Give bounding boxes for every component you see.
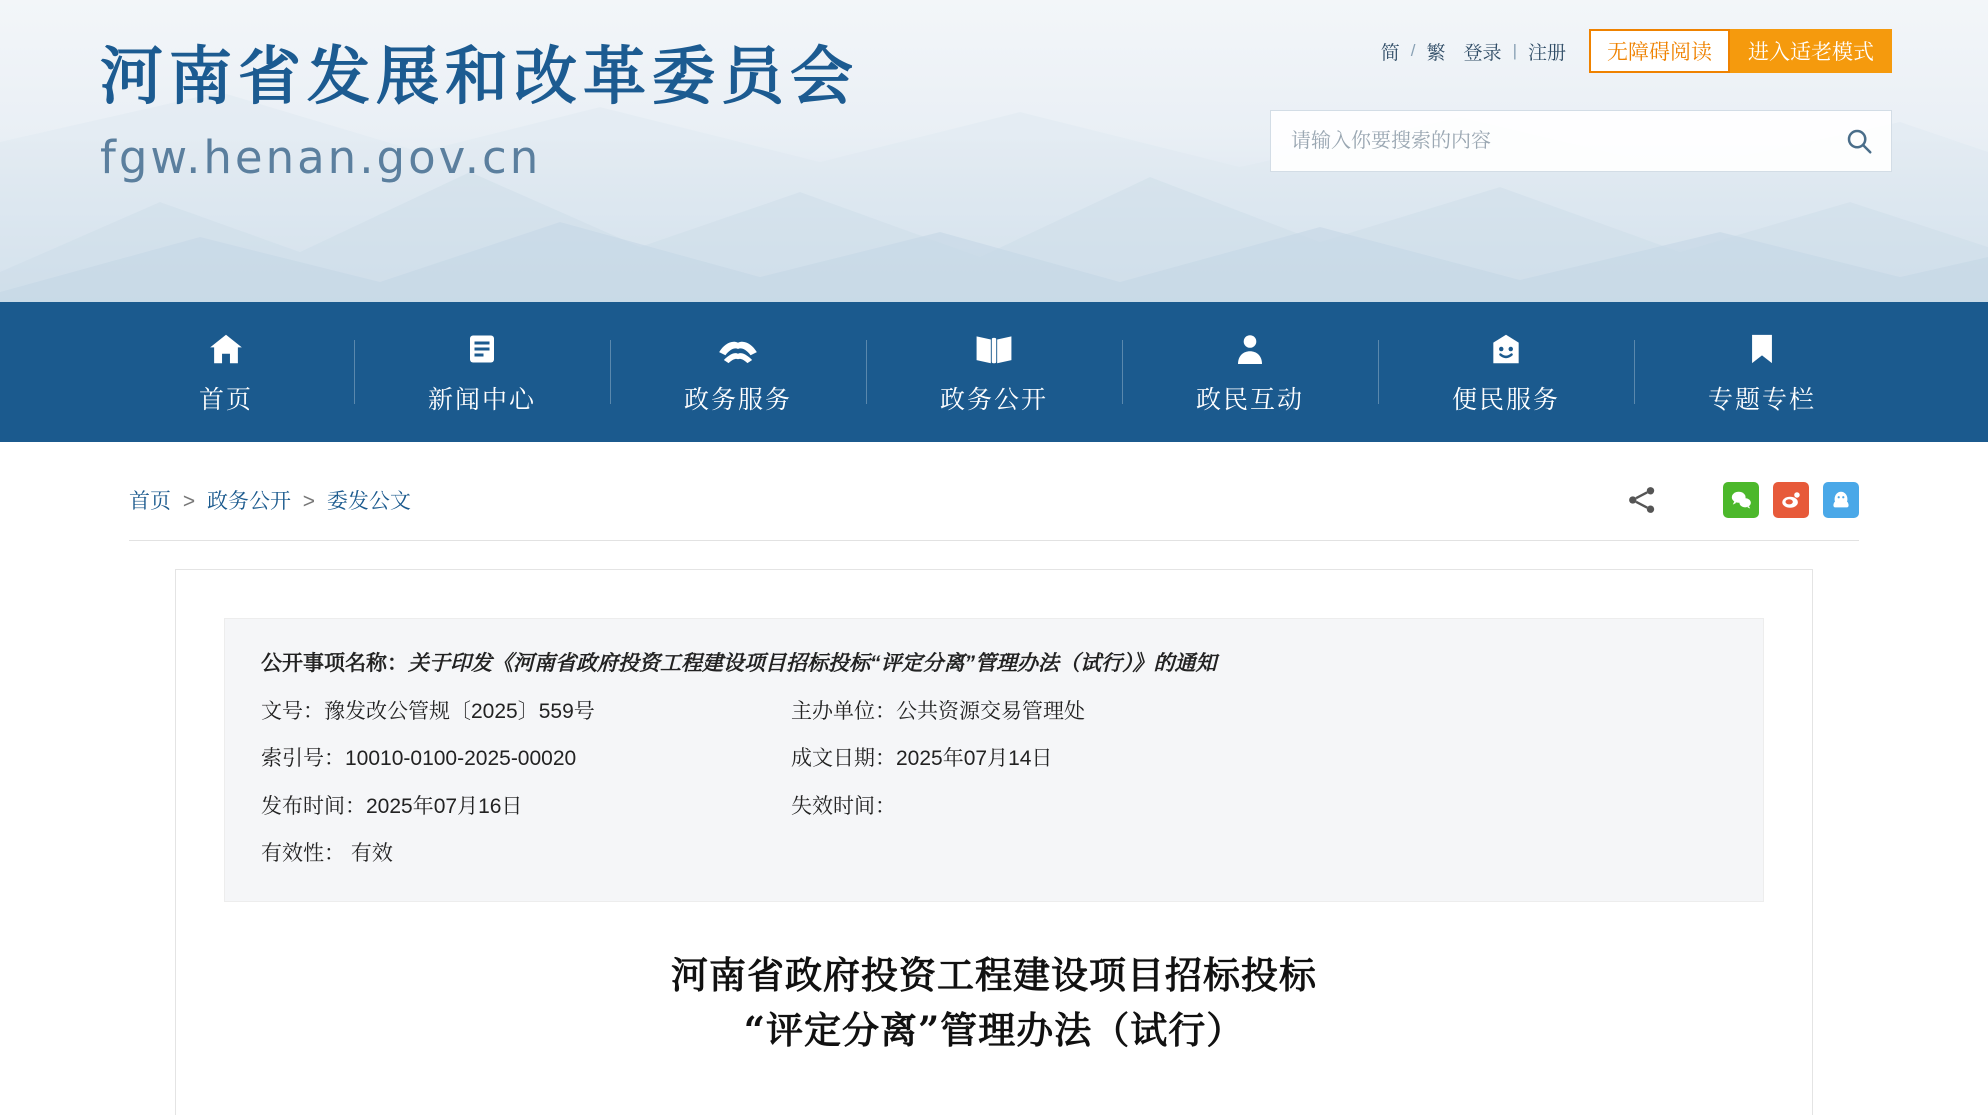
breadcrumb-item-disclosure[interactable]: 政务公开 — [206, 490, 291, 513]
breadcrumb-separator-1: > — [182, 490, 196, 513]
nav-item-convenience-service[interactable] — [1378, 302, 1634, 442]
utility-divider: | — [1512, 41, 1517, 60]
bookmark-icon — [1745, 328, 1779, 368]
meta-value-name: 关于印发《河南省政府投资工程建设项目招标投标“评定分离”管理办法（试行）》的通知 — [408, 652, 1217, 675]
home-icon — [206, 328, 246, 368]
meta-label-validity: 有效性： — [261, 842, 345, 866]
meta-row-title — [261, 647, 1727, 681]
meta-row-index — [261, 742, 791, 776]
meta-label-expiry-date: 失效时间： — [791, 794, 896, 818]
meta-value-validity: 有效 — [350, 842, 393, 866]
meta-value-publish-date: 2025年07月16日 — [366, 794, 523, 818]
nav-item-special-columns[interactable] — [1634, 302, 1890, 442]
login-link[interactable]: 登录 — [1463, 42, 1502, 64]
meta-row-department — [791, 695, 1727, 729]
share-node-icon[interactable] — [1621, 482, 1663, 518]
lang-separator: / — [1410, 41, 1416, 60]
nav-label-home: 首页 — [198, 386, 253, 414]
article-card — [175, 569, 1813, 1115]
meta-value-docnumber: 豫发改公管规〔2025〕559号 — [324, 699, 595, 723]
qq-share-icon[interactable] — [1823, 482, 1859, 518]
site-logo[interactable] — [100, 38, 859, 184]
service-hands-icon — [716, 328, 760, 368]
meta-row-docnumber — [261, 695, 791, 729]
wechat-share-icon[interactable] — [1723, 482, 1759, 518]
meta-value-completion-date: 2025年07月14日 — [896, 747, 1053, 771]
search-box[interactable] — [1270, 110, 1892, 172]
document-title-line2: “评定分离”管理办法（试行） — [743, 1008, 1245, 1053]
document-title — [224, 948, 1764, 1059]
register-link[interactable]: 注册 — [1527, 42, 1566, 64]
share-group — [1621, 482, 1859, 518]
nav-item-public-interaction[interactable] — [1122, 302, 1378, 442]
meta-label-name: 公开事项名称： — [261, 652, 408, 675]
meta-label-publish-date: 发布时间： — [261, 794, 366, 818]
breadcrumb-section — [0, 442, 1988, 541]
nav-item-home[interactable] — [98, 302, 354, 442]
document-title-line1: 河南省政府投资工程建设项目招标投标 — [671, 952, 1317, 997]
meta-label-department: 主办单位： — [791, 699, 896, 723]
meta-value-department: 公共资源交易管理处 — [896, 699, 1085, 723]
site-domain: fgw.henan.gov.cn — [100, 130, 542, 184]
meta-row-spacer — [791, 837, 1727, 871]
smiley-building-icon — [1486, 328, 1526, 368]
top-utility-bar — [1372, 30, 1892, 72]
person-icon — [1232, 328, 1268, 368]
news-icon — [464, 328, 500, 368]
search-icon — [1844, 126, 1874, 156]
nav-label-special-columns: 专题专栏 — [1707, 386, 1816, 414]
main-navigation — [0, 302, 1988, 442]
article-meta-grid — [261, 695, 1727, 871]
nav-label-government-service: 政务服务 — [683, 386, 792, 414]
nav-item-news[interactable] — [354, 302, 610, 442]
breadcrumb-separator-2: > — [302, 490, 316, 513]
open-book-icon — [973, 328, 1015, 368]
nav-label-public-interaction: 政民互动 — [1195, 386, 1304, 414]
elder-mode-button[interactable]: 进入适老模式 — [1730, 29, 1892, 73]
nav-label-news: 新闻中心 — [427, 386, 536, 414]
nav-label-government-disclosure: 政务公开 — [939, 386, 1048, 414]
meta-label-completion-date: 成文日期： — [791, 747, 896, 771]
breadcrumb-item-documents[interactable]: 委发公文 — [326, 490, 411, 513]
article-meta-box — [224, 618, 1764, 902]
lang-traditional-link[interactable]: 繁 — [1426, 42, 1446, 64]
meta-row-completion-date — [791, 742, 1727, 776]
site-banner — [0, 0, 1988, 302]
weibo-share-icon[interactable] — [1773, 482, 1809, 518]
nav-item-government-disclosure[interactable] — [866, 302, 1122, 442]
article-card-wrap — [0, 569, 1988, 1115]
site-title: 河南省发展和改革委员会 — [100, 40, 859, 113]
lang-simplified-link[interactable]: 简 — [1380, 42, 1400, 64]
nav-label-convenience-service: 便民服务 — [1451, 386, 1560, 414]
meta-label-docnumber: 文号： — [261, 699, 324, 723]
meta-value-index: 10010-0100-2025-00020 — [345, 747, 577, 771]
meta-label-index: 索引号： — [261, 747, 345, 771]
meta-row-validity — [261, 837, 791, 871]
search-button[interactable] — [1827, 111, 1891, 171]
meta-row-expiry-date — [791, 790, 1727, 824]
nav-item-government-service[interactable] — [610, 302, 866, 442]
search-input[interactable] — [1271, 130, 1827, 153]
accessible-reading-button[interactable]: 无障碍阅读 — [1589, 29, 1730, 73]
breadcrumb — [129, 485, 411, 515]
breadcrumb-item-home[interactable]: 首页 — [129, 490, 171, 513]
meta-row-publish-date — [261, 790, 791, 824]
